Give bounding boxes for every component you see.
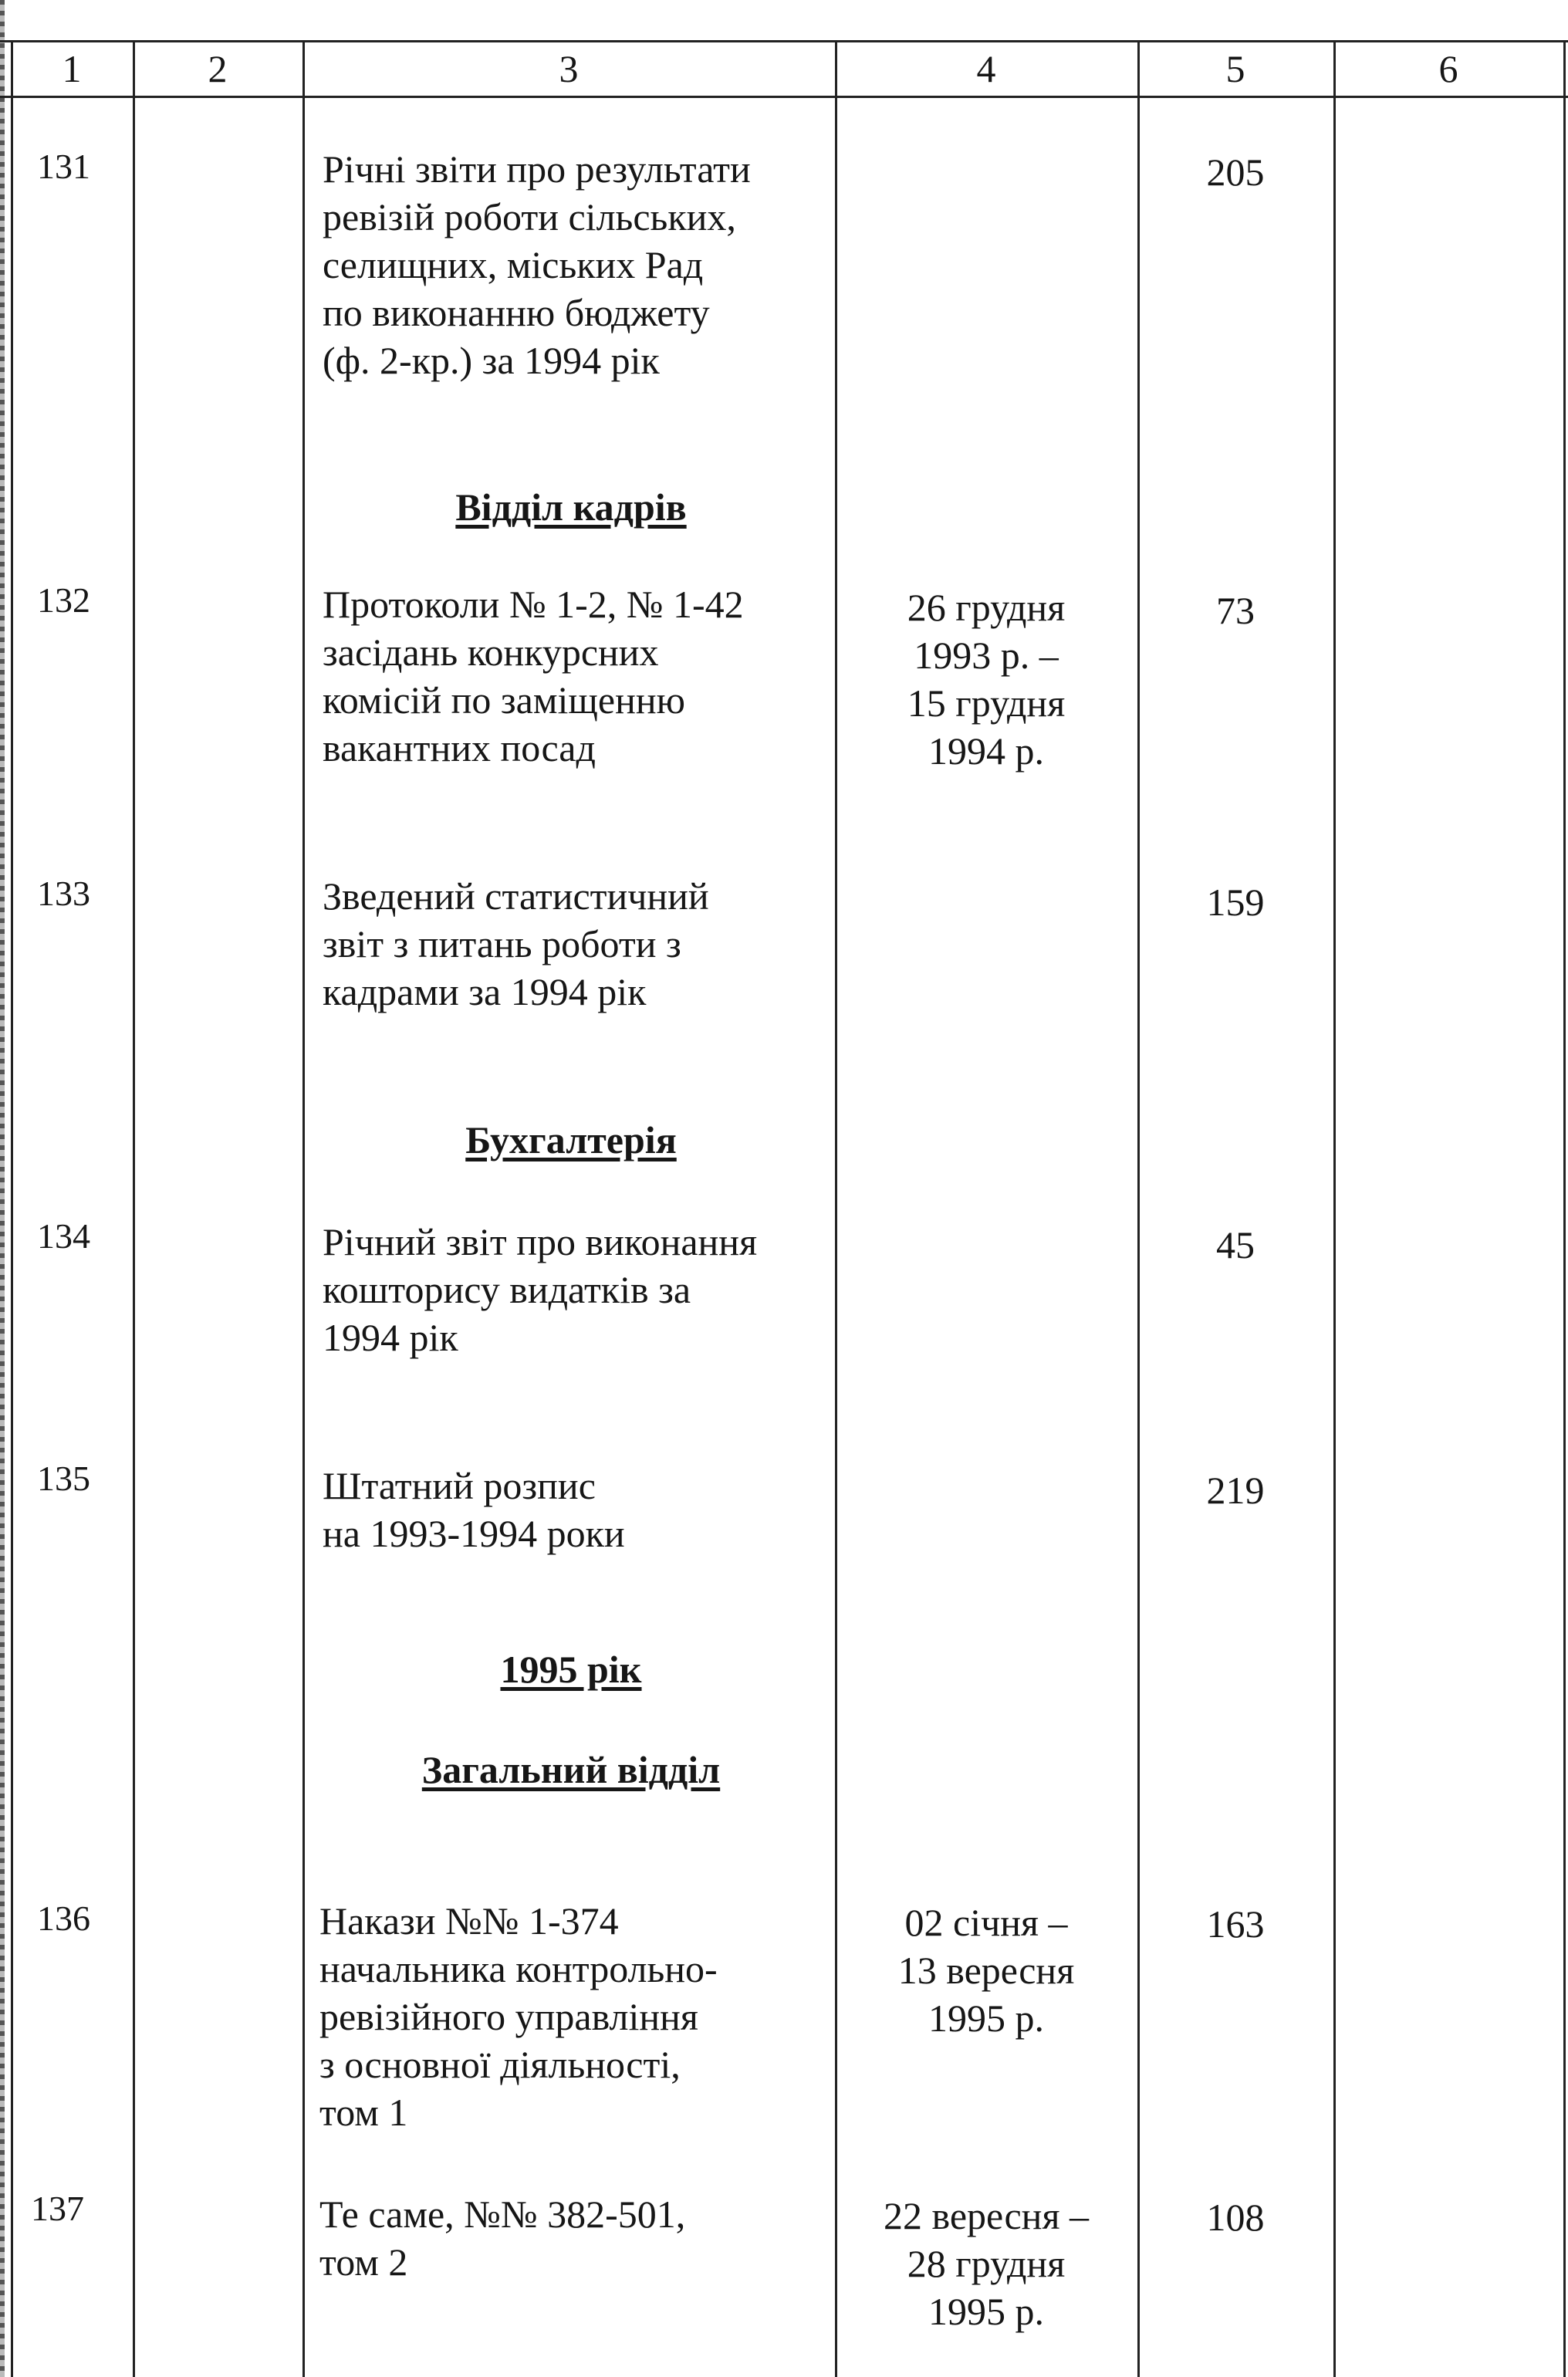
row-sheets: 205 (1206, 150, 1265, 194)
row-dates: 02 січня – 13 вересня 1995 р. (897, 1901, 1075, 2040)
col-border-0 (11, 40, 13, 2377)
row-number: 135 (37, 1459, 90, 1498)
row-sheets: 159 (1206, 881, 1265, 924)
col-border-2 (302, 40, 305, 2377)
column-header-6: 6 (1438, 47, 1458, 90)
row-sheets: 73 (1216, 589, 1255, 632)
section-heading-buhgalteria: Бухгалтерія (465, 1118, 677, 1161)
row-number: 133 (37, 874, 90, 913)
row-number: 131 (37, 147, 90, 186)
section-heading-year: 1995 рік (500, 1648, 642, 1691)
col-border-5 (1333, 40, 1336, 2377)
col-border-1 (133, 40, 135, 2377)
column-header-1: 1 (62, 47, 82, 90)
row-sheets: 163 (1206, 1902, 1265, 1946)
row-title: Те саме, №№ 382-501, том 2 (319, 2193, 686, 2284)
column-header-2: 2 (208, 47, 228, 90)
row-sheets: 108 (1206, 2196, 1265, 2239)
column-header-4: 4 (976, 47, 996, 90)
row-number: 132 (37, 580, 90, 620)
section-heading-general: Загальний відділ (421, 1748, 721, 1791)
row-title: Зведений статистичний звіт з питань роботи з кадрами за 1994 рік (323, 874, 709, 1013)
row-title: Річні звіти про результати ревізій роботи сільських, селищних, міських Рад по виконанню бюджету (ф. 2-кр.) за 1994 рік (323, 147, 751, 382)
row-dates: 22 вересня – 28 грудня 1995 р. (884, 2194, 1089, 2333)
row-number: 137 (31, 2189, 84, 2228)
section-heading-kadry: Відділ кадрів (455, 485, 687, 529)
row-title: Накази №№ 1-374 начальника контрольно- ревізійного управління з основної діяльності, том 1 (319, 1899, 718, 2134)
row-number: 136 (37, 1899, 90, 1938)
scan-edge (0, 0, 5, 2377)
col-border-6 (1563, 40, 1566, 2377)
row-number: 134 (37, 1216, 90, 1256)
row-title: Штатний розпис на 1993-1994 роки (323, 1464, 625, 1555)
row-sheets: 219 (1206, 1469, 1265, 1512)
row-dates: 26 грудня 1993 р. – 15 грудня 1994 р. (907, 586, 1066, 773)
column-header-5: 5 (1225, 47, 1245, 90)
col-border-4 (1137, 40, 1140, 2377)
row-sheets: 45 (1216, 1223, 1255, 1266)
row-title: Протоколи № 1-2, № 1-42 засідань конкурсних комісій по заміщенню вакантних посад (323, 583, 744, 769)
column-header-3: 3 (559, 47, 579, 90)
row-title: Річний звіт про виконання кошторису видатків за 1994 рік (323, 1220, 758, 1359)
